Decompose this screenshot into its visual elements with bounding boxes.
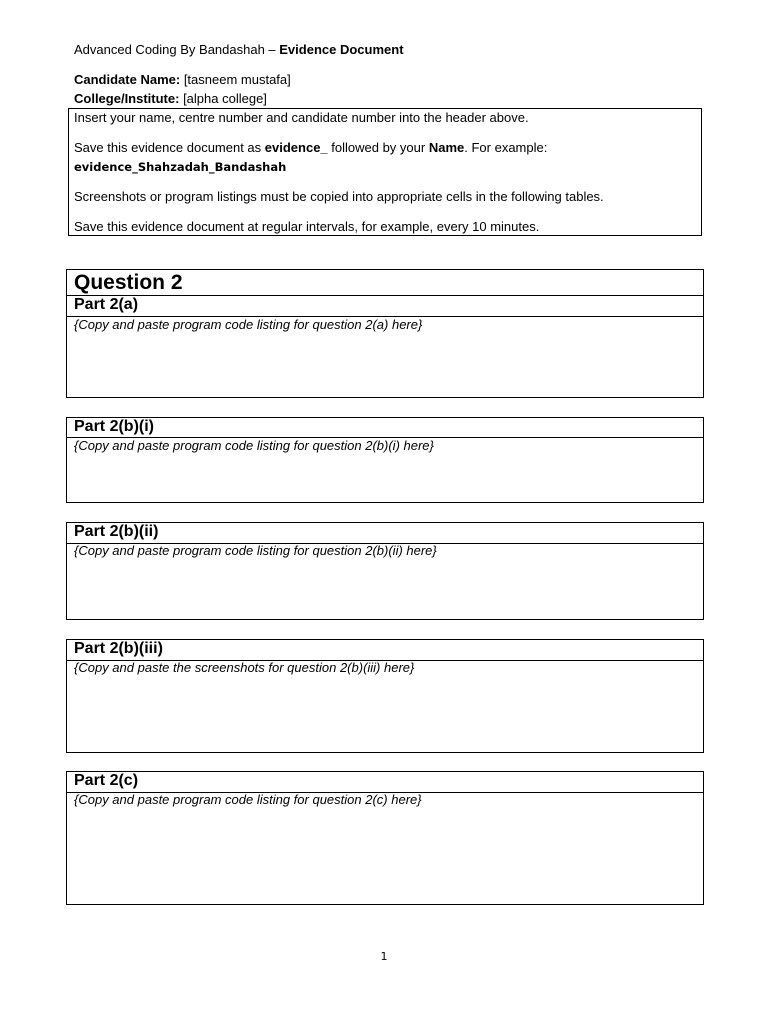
instructions-box <box>68 108 702 236</box>
college-value: [alpha college] <box>179 91 267 106</box>
part-2biii-answer-cell[interactable]: {Copy and paste the screenshots for question 2(b)(iii) here} <box>74 660 415 675</box>
part-2bii-table <box>66 522 704 620</box>
part-2c-table <box>66 771 704 905</box>
instruction-line-2-e: . For example: <box>464 140 548 155</box>
page-number: 1 <box>380 950 388 963</box>
part-2bii-title: Part 2(b)(ii) <box>74 523 159 540</box>
part-2biii-title: Part 2(b)(iii) <box>74 640 163 657</box>
part-2biii-table <box>66 639 704 753</box>
candidate-name-line <box>74 72 291 87</box>
divider <box>67 295 703 296</box>
instruction-evidence-word: evidence_ <box>264 140 328 155</box>
document-header <box>74 42 404 57</box>
question-title: Question 2 <box>74 271 183 294</box>
part-2c-answer-cell[interactable]: {Copy and paste program code listing for question 2(c) here} <box>74 792 422 807</box>
part-2a-answer-cell[interactable]: {Copy and paste program code listing for question 2(a) here} <box>74 317 423 332</box>
college-line <box>74 91 267 106</box>
header-title: Evidence Document <box>279 42 404 57</box>
instruction-line-3: Screenshots or program listings must be copied into appropriate cells in the following tables. <box>74 189 604 204</box>
candidate-name-label: Candidate Name: <box>74 72 181 87</box>
part-2bi-answer-cell[interactable]: {Copy and paste program code listing for question 2(b)(i) here} <box>74 438 434 453</box>
instruction-line-2-a: Save this evidence document as <box>74 140 265 155</box>
instruction-line-1: Insert your name, centre number and candidate number into the header above. <box>74 110 529 125</box>
instruction-line-2 <box>74 140 547 155</box>
instruction-example: evidence_Shahzadah_Bandashah <box>74 160 287 174</box>
instruction-line-2-c: followed by your <box>327 140 429 155</box>
part-2bii-answer-cell[interactable]: {Copy and paste program code listing for question 2(b)(ii) here} <box>74 543 437 558</box>
question-2-table <box>66 269 704 398</box>
header-prefix: Advanced Coding By Bandashah – <box>74 42 280 57</box>
part-2bi-table <box>66 417 704 503</box>
part-2c-title: Part 2(c) <box>74 772 139 789</box>
candidate-name-value: [tasneem mustafa] <box>180 72 291 87</box>
part-2a-title: Part 2(a) <box>74 296 139 313</box>
instruction-line-4: Save this evidence document at regular intervals, for example, every 10 minutes. <box>74 219 540 234</box>
college-label: College/Institute: <box>74 91 180 106</box>
instruction-name-word: Name <box>428 140 465 155</box>
part-2bi-title: Part 2(b)(i) <box>74 418 154 435</box>
